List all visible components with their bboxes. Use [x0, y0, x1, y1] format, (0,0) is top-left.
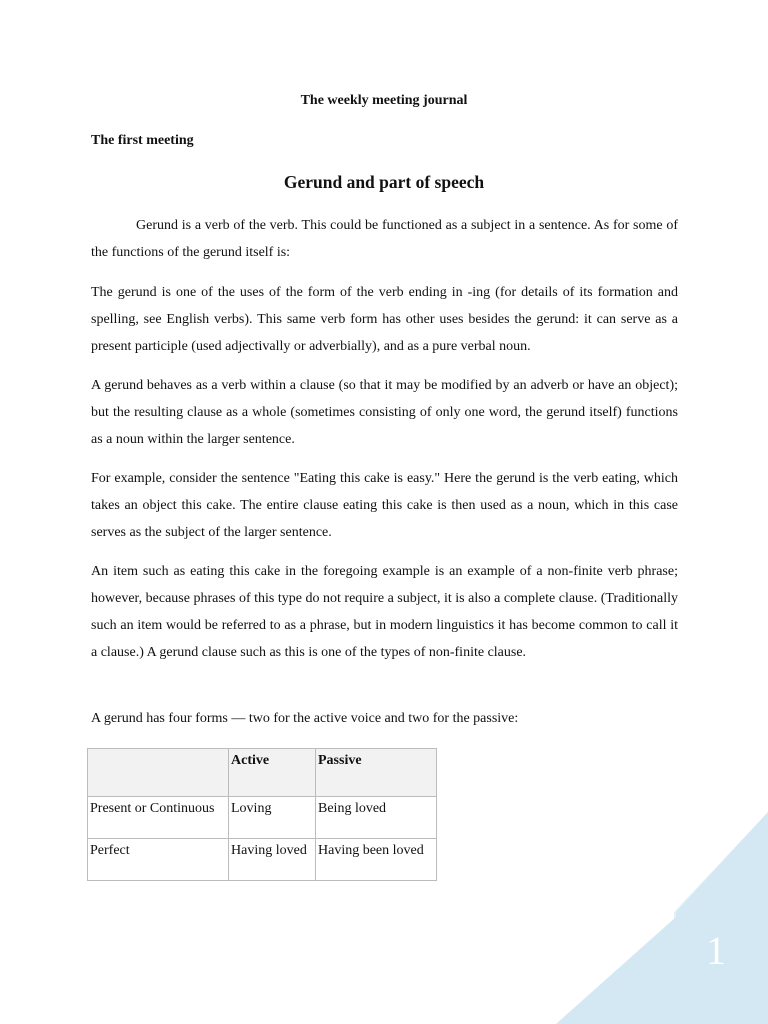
table-row — [88, 797, 437, 839]
document-heading: Gerund and part of speech — [283, 172, 485, 192]
paragraph-4: For example, consider the sentence "Eating this cake is easy." Here the gerund is the verb eating, which takes an object this cake. The entire clause eating this cake is then used as a noun, which in this case serves as the subject of the larger sentence. — [91, 471, 678, 540]
table-row — [88, 839, 437, 881]
paragraph-3: A gerund behaves as a verb within a clause (so that it may be modified by an adverb or have an object); but the resulting clause as a whole (sometimes consisting of only one word, the gerund itself) functions as a noun within the larger sentence. — [91, 378, 678, 447]
table-header-cell — [88, 749, 229, 797]
page-number: 1 — [706, 928, 726, 973]
table-cell-passive: Having been loved — [316, 839, 437, 881]
paragraph-6: A gerund has four forms — two for the active voice and two for the passive: — [91, 711, 519, 726]
gerund-forms-table — [87, 748, 437, 881]
journal-title: The weekly meeting journal — [300, 93, 468, 108]
table-cell-active: Having loved — [229, 839, 316, 881]
paragraph-2: The gerund is one of the uses of the form of the verb ending in -ing (for details of its formation and spelling, see English verbs). This same verb form has other uses besides the gerund: it can serve as a present participle (used adjectivally or adverbially), and as a pure verbal noun. — [91, 285, 678, 354]
table-header-active: Active — [229, 749, 316, 797]
table-header-passive: Passive — [316, 749, 437, 797]
table-header-row — [88, 749, 437, 797]
table-cell-active: Loving — [229, 797, 316, 839]
paragraph-1: Gerund is a verb of the verb. This could be functioned as a subject in a sentence. As for some of the functions of the gerund itself is: — [91, 218, 678, 260]
table-cell-form: Perfect — [88, 839, 229, 881]
table-cell-form: Present or Continuous — [88, 797, 229, 839]
paragraph-5: An item such as eating this cake in the foregoing example is an example of a non-finite verb phrase; however, because phrases of this type do not require a subject, it is also a complete clause. (Traditionally such an item would be referred to as a phrase, but in modern linguistics it has become common to call it a clause.) A gerund clause such as this is one of the types of non-finite clause. — [91, 564, 678, 660]
meeting-title: The first meeting — [91, 133, 194, 148]
table-cell-passive: Being loved — [316, 797, 437, 839]
corner-shape-front — [556, 812, 768, 1024]
corner-decoration — [556, 812, 768, 1024]
